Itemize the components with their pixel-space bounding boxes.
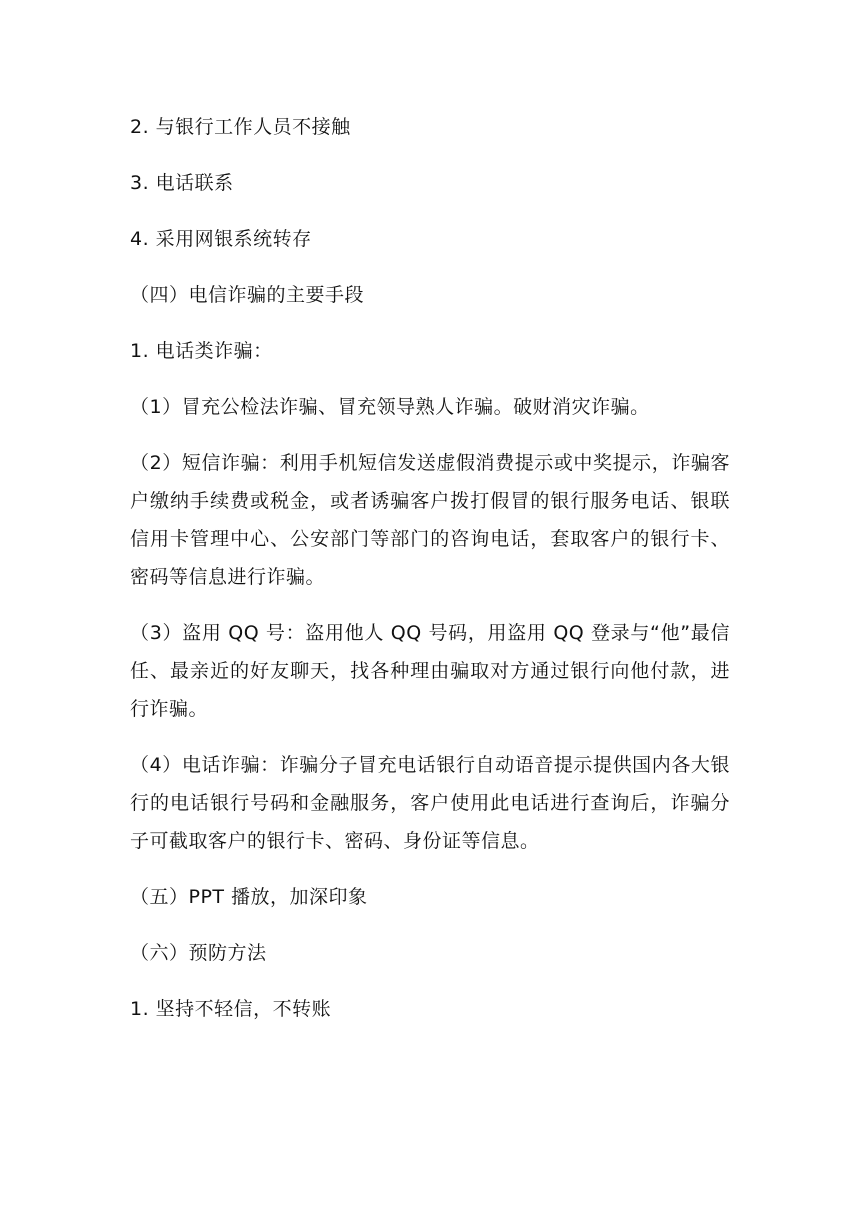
- prevention-item-1: 1. 坚持不轻信，不转账: [130, 998, 332, 1020]
- item-impersonation: （1）冒充公检法诈骗、冒充领导熟人诈骗。破财消灾诈骗。: [130, 396, 650, 418]
- list-item-4: 4. 采用网银系统转存: [130, 228, 312, 250]
- item-qq-theft: （3）盗用 QQ 号：盗用他人 QQ 号码，用盗用 QQ 登录与“他”最信任、最亲近的好友聊天，找各种理由骗取对方通过银行向他付款，进行诈骗。: [130, 622, 730, 720]
- section-heading-4: （四）电信诈骗的主要手段: [130, 284, 365, 306]
- section-heading-6: （六）预防方法: [130, 942, 267, 964]
- subheading-phone-fraud: 1. 电话类诈骗：: [130, 340, 273, 362]
- list-item-3: 3. 电话联系: [130, 172, 234, 194]
- item-phone-fraud: （4）电话诈骗：诈骗分子冒充电话银行自动语音提示提供国内各大银行的电话银行号码和金融服务，客户使用此电话进行查询后，诈骗分子可截取客户的银行卡、密码、身份证等信息。: [130, 754, 730, 852]
- document-body: [130, 108, 730, 1046]
- section-heading-5: （五）PPT 播放，加深印象: [130, 886, 368, 908]
- list-item-2: 2. 与银行工作人员不接触: [130, 116, 351, 138]
- item-sms-fraud: （2）短信诈骗：利用手机短信发送虚假消费提示或中奖提示，诈骗客户缴纳手续费或税金，或者诱骗客户拨打假冒的银行服务电话、银联信用卡管理中心、公安部门等部门的咨询电话，套取客户的银行卡、密码等信息进行诈骗。: [130, 452, 730, 588]
